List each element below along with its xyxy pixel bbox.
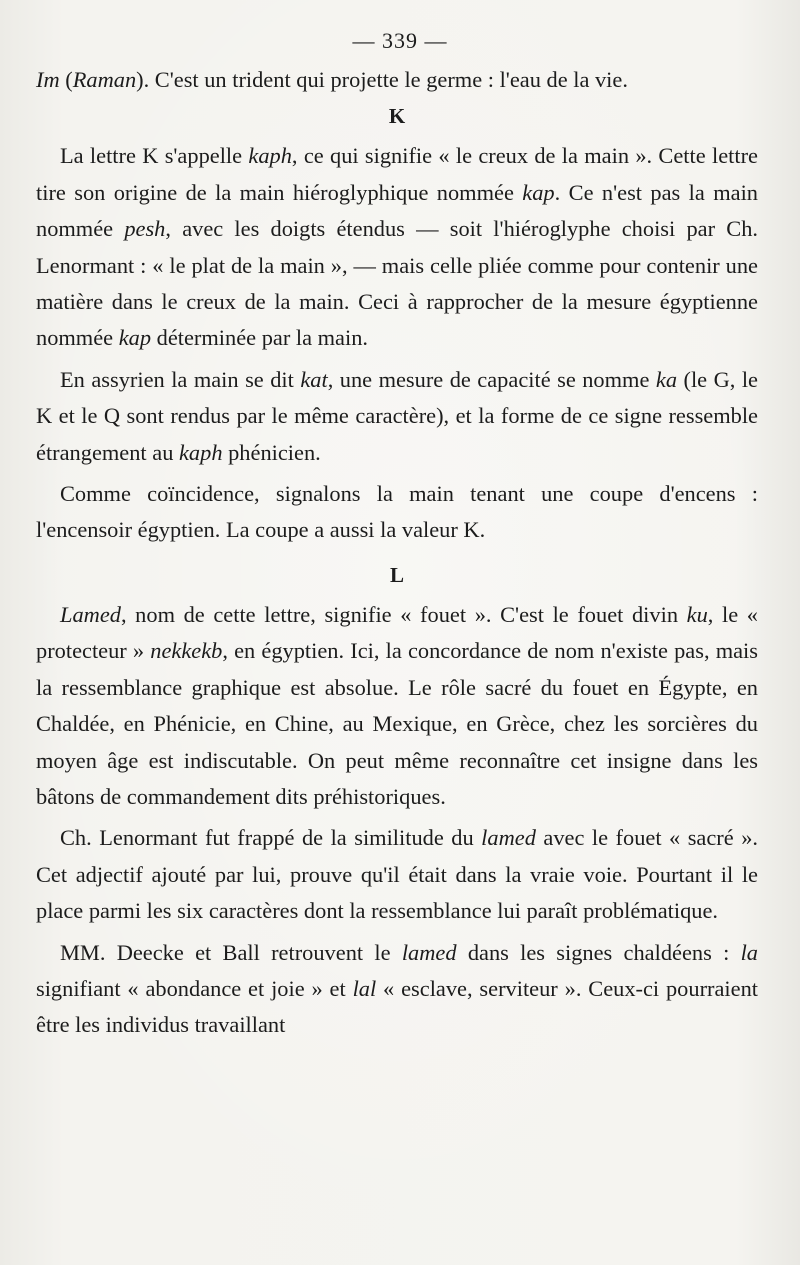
paragraph-assyrien: En assyrien la main se dit kat, une mesure de capacité se nomme ka (le G, le K et le Q sont rendus par le même caractère), et la forme de ce signe ressemble étrangement au kaph phénicien. bbox=[36, 366, 758, 465]
italic-term: Raman bbox=[72, 67, 137, 92]
page-body bbox=[36, 62, 758, 1044]
italic-term: kap bbox=[522, 179, 555, 205]
italic-term: ku bbox=[686, 601, 708, 627]
italic-term: kap bbox=[118, 325, 152, 351]
section-heading-l: L bbox=[389, 562, 404, 587]
italic-term: kat bbox=[300, 366, 328, 392]
italic-term: Lamed bbox=[60, 601, 121, 627]
italic-term: lamed bbox=[481, 825, 536, 851]
italic-term: lal bbox=[352, 975, 377, 1001]
italic-term: lamed bbox=[401, 939, 457, 965]
italic-term: kaph bbox=[248, 143, 292, 169]
paragraph-deecke-ball: MM. Deecke et Ball retrouvent le lamed dans les signes chaldéens : la signifiant « abondance et joie » et lal « esclave, serviteur ». Ceux-ci pourraient être les individus travaillant bbox=[36, 939, 759, 1038]
paragraph-continuation: Im (Raman). C'est un trident qui projette le germe : l'eau de la vie. bbox=[36, 67, 628, 92]
italic-term: nekkekb bbox=[150, 638, 223, 664]
paragraph-lenormant: Ch. Lenormant fut frappé de la similitude du lamed avec le fouet « sacré ». Cet adjectif ajouté par lui, prouve qu'il était dans la vraie voie. Pourtant il le place parmi les six caractères dont la ressemblance lui paraît problématique. bbox=[36, 825, 758, 924]
paragraph-coincidence: Comme coïncidence, signalons la main tenant une coupe d'encens : l'encensoir égyptien. La coupe a aussi la valeur K. bbox=[36, 481, 758, 543]
paragraph-kaph: La lettre K s'appelle kaph, ce qui signifie « le creux de la main ». Cette lettre tire son origine de la main hiéroglyphique nommée kap. Ce n'est pas la main nommée pesh, avec les doigts étendus — soit l'hiéroglyphe choisi par Ch. Lenormant : « le plat de la main », — mais celle pliée comme pour contenir une matière dans le creux de la main. Ceci à rapprocher de la mesure égyptienne nommée kap déterminée par la main. bbox=[36, 143, 758, 351]
page-number: — 339 — bbox=[352, 28, 448, 53]
italic-term: pesh bbox=[124, 216, 166, 242]
italic-term: ka bbox=[655, 366, 678, 392]
italic-term: Im bbox=[36, 67, 60, 92]
paragraph-lamed: Lamed, nom de cette lettre, signifie « fouet ». C'est le fouet divin ku, le « protecteur » nekkekb, en égyptien. Ici, la concordance de nom n'existe pas, mais la ressemblance graphique est absolue. Le rôle sacré du fouet en Égypte, en Chaldée, en Phénicie, en Chine, au Mexique, en Grèce, chez les sorcières du moyen âge est indiscutable. On peut même reconnaître cet insigne dans les bâtons de commandement dits préhistoriques. bbox=[36, 601, 758, 809]
italic-term: la bbox=[740, 939, 758, 965]
italic-term: kaph bbox=[178, 439, 223, 465]
section-heading-k: K bbox=[388, 104, 406, 129]
